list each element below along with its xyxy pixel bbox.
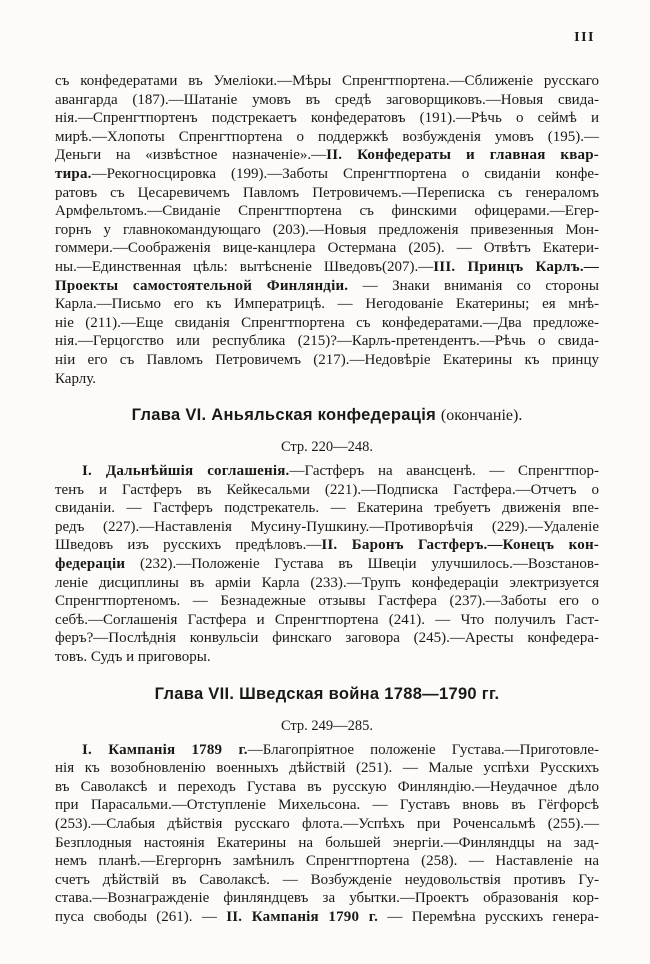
text-line xyxy=(55,202,599,221)
toc-text-run: Безплодныя настоянія Екатерины на большей энергіи.—Финляндцы на зад- xyxy=(55,834,599,851)
text-line xyxy=(55,574,599,593)
toc-text-run: гоммери.—Соображенія вице-канцлера Остермана (205). — Отвѣтъ Екатери- xyxy=(55,240,599,257)
toc-section-title: II. Кампанія 1790 г. xyxy=(226,908,379,925)
text-line xyxy=(55,834,599,853)
toc-text-run: нія.—Герцогство или республика (215)?—Карлъ-претендентъ.—Рѣчь о свида- xyxy=(55,333,599,350)
toc-text-run: при Парасальми.—Отступленіе Михельсона. — Густавъ вновь въ Гёгфорсѣ xyxy=(55,797,599,814)
toc-text-run: леніе дисциплины въ арміи Карла (233).—Трупъ конфедераціи электризуется xyxy=(55,574,599,591)
text-line xyxy=(55,592,599,611)
text-line xyxy=(55,481,599,500)
toc-text-run: товъ. Судъ и приговоры. xyxy=(55,649,211,666)
toc-paragraph xyxy=(55,741,599,927)
toc-text-run: —Рекогносцировка (199).—Заботы Спренгтпортена о свиданіи конфе- xyxy=(91,165,599,182)
text-line xyxy=(55,72,599,91)
toc-text-run: немъ планѣ.—Егергорнъ замѣнилъ Спренгтпортена (258). — Наставленіе на xyxy=(55,853,599,870)
toc-text-run: пуса свободы (261). — xyxy=(55,908,227,925)
text-line xyxy=(55,908,599,927)
toc-text-run: Шведовъ изъ русскихъ предѣловъ.— xyxy=(55,537,322,554)
text-line xyxy=(55,165,599,184)
toc-section-title: I. Дальнѣйшія соглашенія. xyxy=(82,463,290,480)
text-line xyxy=(55,778,599,797)
text-line xyxy=(55,889,599,908)
text-line xyxy=(55,314,599,333)
text-line xyxy=(55,852,599,871)
text-line xyxy=(55,128,599,147)
toc-text-run: нія.—Спренгтпортенъ подстрекаетъ конфедератовъ (191).—Рѣчь о сеймѣ и xyxy=(55,110,599,127)
toc-text-run: ніи его съ Павломъ Петровичемъ (217).—Недовѣріе Екатерины къ принцу xyxy=(55,351,599,368)
chapter-heading-text: Глава VII. Шведская война 1788—1790 гг. xyxy=(154,684,500,703)
text-line xyxy=(55,759,599,778)
toc-text-run: Армфельтомъ.—Свиданіе Спренгтпортена съ финскими офицерами.—Егер- xyxy=(55,203,599,220)
chapter-heading-suffix: (окончаніе). xyxy=(440,407,523,425)
toc-section-title: III. Принцъ Карлъ.— xyxy=(433,258,599,275)
text-line xyxy=(55,239,599,258)
toc-text-run: Деньги на «извѣстное назначеніе».— xyxy=(55,147,327,164)
text-line xyxy=(55,611,599,630)
text-line xyxy=(55,91,599,110)
text-line xyxy=(55,258,599,277)
toc-section-title: I. Кампанія 1789 г. xyxy=(82,741,248,758)
chapter-heading xyxy=(55,405,599,426)
text-line xyxy=(55,741,599,760)
toc-paragraph xyxy=(55,462,599,667)
toc-text-run: съ конфедератами въ Умеліоки.—Мѣры Спренгтпортена.—Сближеніе русскаго xyxy=(55,73,599,89)
toc-text-run: (232).—Положеніе Густава въ Швеціи улучшилось.—Возстанов- xyxy=(125,556,599,573)
toc-text-run: въ Саволаксѣ и переходъ Густава въ русскую Финляндію.—Неудачное дѣло xyxy=(55,778,599,795)
text-line xyxy=(55,295,599,314)
text-line xyxy=(55,146,599,165)
text-line xyxy=(55,815,599,834)
toc-text-run: (253).—Слабыя дѣйствія русскаго флота.—Успѣхъ при Роченсальмѣ (255).— xyxy=(55,816,599,832)
toc-text-run: става.—Вознагражденіе финляндцевъ за убытки.—Проектъ образованія кор- xyxy=(55,890,599,907)
page-range: Стр. 249—285. xyxy=(280,717,374,734)
text-line xyxy=(55,499,599,518)
toc-text-run: мирѣ.—Хлопоты Спренгтпортена о поддержкѣ возбужденія умовъ (195).— xyxy=(55,128,599,145)
toc-text-run: ны.—Единственная цѣль: вытѣсненіе Шведовъ(207).— xyxy=(55,258,434,275)
toc-text-run: — Знаки вниманія со стороны xyxy=(348,277,599,294)
toc-text-run: горнъ у главнокомандующаго (203).—Новыя предложенія привезенныя Мон- xyxy=(55,221,599,238)
text-line xyxy=(55,332,599,351)
text-line xyxy=(55,221,599,240)
toc-section-title: тира. xyxy=(55,165,92,182)
text-line xyxy=(55,518,599,537)
text-line xyxy=(55,629,599,648)
text-line xyxy=(55,796,599,815)
text-line xyxy=(55,109,599,128)
text-line xyxy=(55,184,599,203)
toc-text-run: свиданіи. — Гастферъ подстрекатель. — Екатерина требуетъ движенія впе- xyxy=(55,500,599,517)
toc-text-run: счетъ дѣйствій въ Саволаксѣ. — Возбужденіе неудовольствія противъ Гу- xyxy=(55,871,599,888)
text-line xyxy=(55,871,599,890)
toc-text-run: Спренгтпортеномъ. — Безнадежные отзывы Гастфера (237).—Заботы его о xyxy=(55,593,599,610)
chapter-heading-text: Глава VI. Аньяльская конфедерація xyxy=(131,406,441,425)
toc-text-run: себѣ.—Соглашенія Гастфера и Спренгтпортена (241). — Что получилъ Гаст- xyxy=(55,611,599,628)
text-line xyxy=(55,370,599,389)
toc-text-run: — Перемѣна русскихъ генера- xyxy=(378,908,599,925)
toc-section-title: II. Баронъ Гастферъ.—Конецъ кон- xyxy=(321,537,599,554)
toc-text-run: авангарда (187).—Шатаніе умовъ въ средѣ заговорщиковъ.—Новыя свида- xyxy=(55,91,599,108)
chapter-heading xyxy=(55,684,599,705)
text-line xyxy=(55,555,599,574)
toc-paragraph xyxy=(55,72,599,388)
toc-text-run: —Благопріятное положеніе Густава.—Приготовле- xyxy=(247,741,599,758)
page-range: Стр. 220—248. xyxy=(280,439,374,456)
toc-section-title: II. Конфедераты и главная квар- xyxy=(326,147,599,164)
toc-content xyxy=(55,72,599,927)
toc-text-run: —Гастферъ на авансценѣ. — Спренгтпор- xyxy=(289,463,599,480)
toc-text-run: Карла.—Письмо его къ Императрицѣ. — Негодованіе Екатерины; ея мнѣ- xyxy=(55,296,599,313)
toc-text-run: Карлу. xyxy=(55,370,97,387)
toc-text-run: редъ (227).—Наставленія Мусину-Пушкину.—Противорѣчія (229).—Удаленіе xyxy=(55,518,599,535)
toc-text-run: тенъ и Гастферъ въ Кейкесальми (221).—Подписка Гастфера.—Отчетъ о xyxy=(55,481,599,498)
text-line xyxy=(55,462,599,481)
text-line xyxy=(55,351,599,370)
text-line xyxy=(55,536,599,555)
toc-text-run: ратовъ съ Цесаревичемъ Павломъ Петровичемъ.—Переписка съ генераломъ xyxy=(55,184,599,201)
toc-text-run: ніе (211).—Еще свиданія Спренгтпортена съ конфедератами.—Два предложе- xyxy=(55,314,599,331)
page-number: III xyxy=(574,30,595,45)
text-line xyxy=(55,277,599,296)
toc-section-title: Проекты самостоятельной Финляндіи. xyxy=(55,277,349,294)
toc-text-run: нія къ возобновленію военныхъ дѣйствій (251). — Малые успѣхи Русскихъ xyxy=(55,760,599,777)
toc-text-run: феръ?—Послѣднія конвульсіи финскаго заговора (245).—Аресты конфедера- xyxy=(55,630,599,647)
text-line xyxy=(55,648,599,667)
toc-section-title: федераціи xyxy=(55,556,126,573)
